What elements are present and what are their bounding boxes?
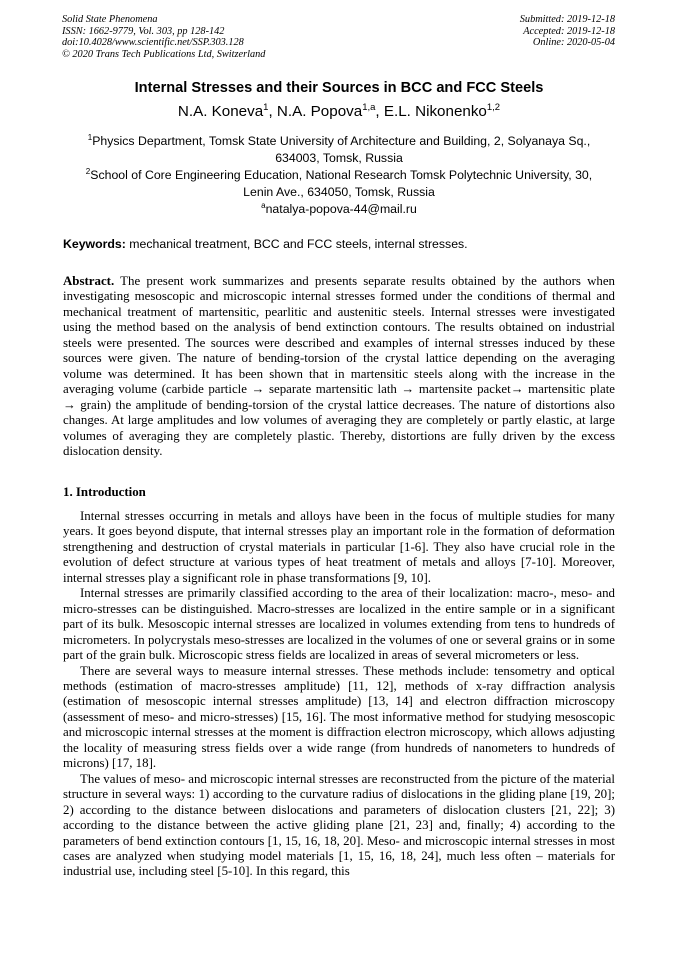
online-date: Online: 2020-05-04 xyxy=(532,37,615,49)
email-address[interactable]: natalya-popova-44@mail.ru xyxy=(265,202,417,216)
author-affiliation-mark: 1,a xyxy=(362,102,376,113)
keywords xyxy=(63,237,615,251)
introduction-body xyxy=(63,509,615,880)
affiliation-1 xyxy=(70,133,608,166)
author-separator: , xyxy=(268,103,277,120)
accepted-date: Accepted: 2019-12-18 xyxy=(523,25,615,37)
affiliation-text: Physics Department, Tomsk State University of Architecture and Building, 2, Solyanaya Sq., 634003, Tomsk, Russia xyxy=(92,134,591,165)
submitted-date: Submitted: 2019-12-18 xyxy=(519,14,615,25)
affiliation-mark: 1 xyxy=(87,133,93,142)
author-name: E.L. Nikonenko xyxy=(383,103,487,120)
author-name: N.A. Koneva xyxy=(177,103,264,120)
affiliation-text: School of Core Engineering Education, National Research Tomsk Polytechnic University, 30, Lenin Ave., 634050, Tomsk, Russia xyxy=(90,168,593,199)
paragraph: Internal stresses are primarily classified according to the area of their localization: macro-, meso- and micro-stresses can be distinguished. Macro-stresses are localized in the entire sample or in a significant part of its bulk. Mesoscopic internal stresses are localized in volumes extending from tens to hundreds of micrometers. In polycrystals meso-stresses are localized in the volumes of one or several grains or in some part of the grain bulk. Microscopic stress fields are localized in areas of several micrometers or less. xyxy=(63,586,615,663)
author-name: N.A. Popova xyxy=(276,103,363,120)
keywords-text: mechanical treatment, BCC and FCC steels, internal stresses. xyxy=(129,237,468,251)
author-affiliation-mark: 1,2 xyxy=(486,102,501,113)
paragraph: There are several ways to measure internal stresses. These methods include: tensometry and optical methods (estimation of macro-stresses amplitude) [11, 12], methods of x-ray diffraction analysis (estimation of mesoscopic internal stresses amplitude) [13, 14] and electron diffraction microscopy (assessment of meso- and micro-stresses) [15, 16]. The most informative method for studying mesoscopic and microscopic internal stresses at the moment is diffraction electron microscopy, which allows adjusting the locality of measuring stress fields over a wide range (from hundreds of nanometers to hundreds of microns) [17, 18]. xyxy=(63,663,615,771)
submission-dates xyxy=(520,14,615,49)
abstract xyxy=(63,274,615,459)
affiliation-2 xyxy=(70,167,608,200)
author-separator: , xyxy=(375,103,384,120)
journal-issn: ISSN: 1662-9779, Vol. 303, pp 128-142 xyxy=(62,25,225,37)
affiliation-mark: 2 xyxy=(85,167,91,176)
paragraph: The values of meso- and microscopic internal stresses are reconstructed from the picture of the material structure in several ways: 1) according to the curvature radius of dislocations in the gliding plane [19, 20]; 2) according to the distance between dislocations and parameters of dislocation clusters [21, 22]; 3) according to the distance between the active gliding plane [21, 23] and, finally; 4) according to the parameters of bend extinction contours [1, 15, 16, 18, 20]. Meso- and microscopic internal stresses in most cases are analyzed when studying model materials [1, 15, 16, 18, 24], much less often – materials for industrial use, including steel [5-10]. In this regard, this xyxy=(63,771,615,879)
section-heading: 1. Introduction xyxy=(63,485,146,499)
journal-name: Solid State Phenomena xyxy=(62,14,158,25)
paper-title: Internal Stresses and their Sources in BCC and FCC Steels xyxy=(134,80,544,96)
keywords-label: Keywords: xyxy=(63,237,126,251)
journal-info xyxy=(62,14,265,60)
author-list xyxy=(0,103,678,120)
journal-copyright: © 2020 Trans Tech Publications Ltd, Switzerland xyxy=(62,48,266,60)
abstract-label: Abstract. xyxy=(63,274,115,288)
contact-email xyxy=(0,202,678,216)
journal-doi: doi:10.4028/www.scientific.net/SSP.303.128 xyxy=(62,37,244,49)
abstract-text: The present work summarizes and presents separate results obtained by the authors when investigating mesoscopic and microscopic internal stresses formed under the conditions of thermal and mechanical treatment of martensitic, pearlitic and austenitic steels. Internal stresses were investigated using the method based on the analysis of bend extinction contours. The results obtained on industrial steels were presented. The sources were described and examples of internal stresses induced by these sources were given. The nature of bending-torsion of the crystal lattice depending on the averaging volume was determined. It has been shown that in martensitic steels along with the increase in the averaging volume (carbide particle → separate martensitic lath → martensite packet→ martensitic plate → grain) the amplitude of bending-torsion of the crystal lattice decreases. The nature of distortions also changes. At large amplitudes and low volumes of averaging they are completely or partly elastic, at large volumes of averaging they are completely plastic. Thereby, distortions are fully driven by the excess dislocation density. xyxy=(63,274,615,458)
author-affiliation-mark: 1 xyxy=(263,102,269,113)
paragraph: Internal stresses occurring in metals and alloys have been in the focus of multiple studies for many years. It goes beyond dispute, that internal stresses play an important role in the formation of deformation strengthening and destruction of crystal materials in particular [1-6]. They also have crucial role in the evolution of defect structure at various types of heat treatment of metals and alloys [7-10]. Moreover, internal stresses play a significant role in phase transformations [9, 10]. xyxy=(63,509,615,585)
email-mark: a xyxy=(261,201,266,210)
